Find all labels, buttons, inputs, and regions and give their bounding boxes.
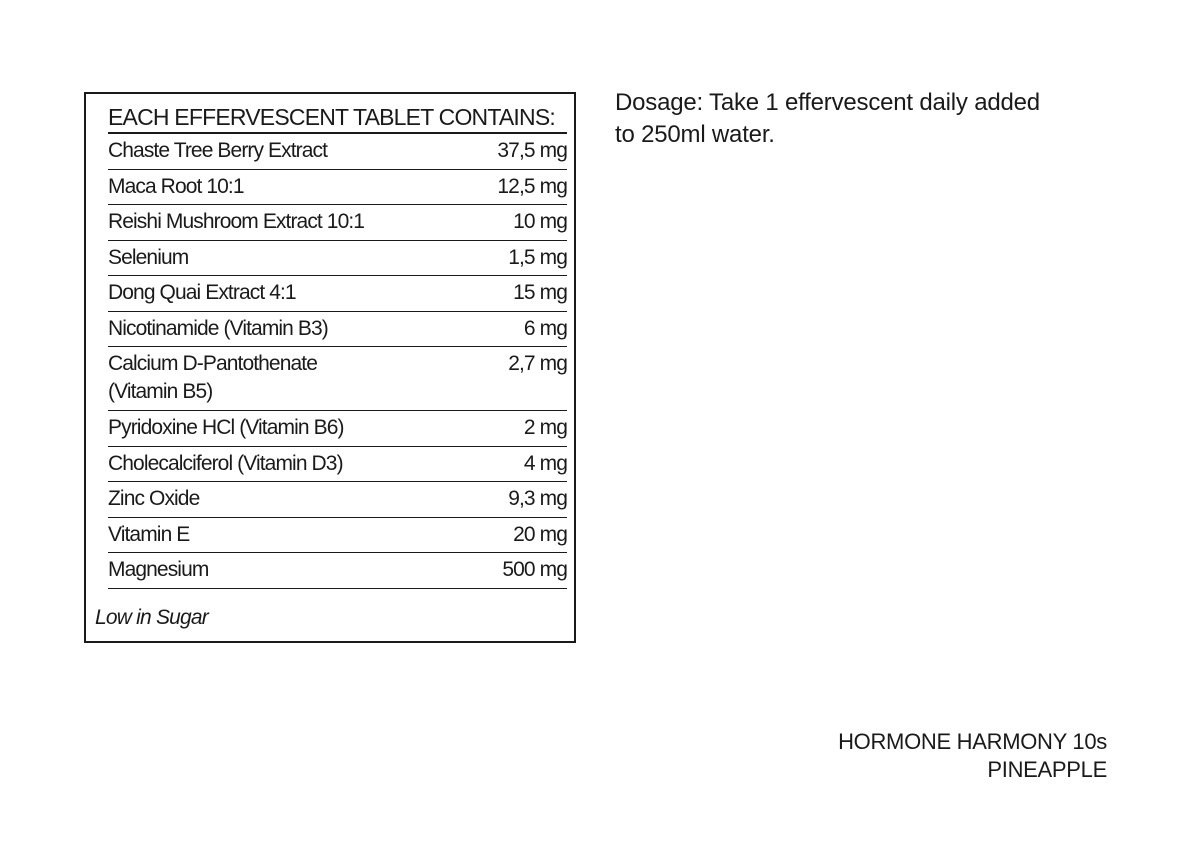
ingredient-name-line2: (Vitamin B5) [108,380,213,403]
ingredient-row [108,518,567,554]
ingredient-amount: 500 mg [502,558,567,581]
ingredient-name: Maca Root 10:1 [108,174,244,198]
dosage-line-1: Dosage: Take 1 effervescent daily added [615,89,1040,116]
ingredient-row [108,347,567,411]
ingredient-name: Nicotinamide (Vitamin B3) [108,316,328,340]
ingredient-amount: 12,5 mg [497,174,567,198]
dosage-instructions [615,87,1115,151]
ingredient-amount: 10 mg [513,210,567,233]
supplement-facts-table [84,92,576,643]
ingredient-amount: 15 mg [513,281,567,304]
ingredient-name: Magnesium [108,558,209,581]
ingredient-row [108,134,567,170]
ingredient-name: Zinc Oxide [108,487,200,510]
dosage-line-2: to 250ml water. [615,121,775,148]
footnote-low-in-sugar: Low in Sugar [95,606,208,629]
ingredient-amount: 37,5 mg [497,139,567,162]
ingredient-name: Chaste Tree Berry Extract [108,139,328,162]
ingredient-name: Selenium [108,245,189,269]
product-flavour: PINEAPPLE [987,757,1107,782]
ingredient-row [108,241,567,277]
ingredient-name: Cholecalciferol (Vitamin D3) [108,451,343,475]
ingredient-name: Reishi Mushroom Extract 10:1 [108,210,365,233]
ingredient-amount: 6 mg [523,316,567,340]
ingredient-amount: 9,3 mg [508,487,567,510]
ingredient-name: Dong Quai Extract 4:1 [108,281,296,304]
ingredient-row [108,482,567,518]
product-name: HORMONE HARMONY 10s [838,729,1107,754]
ingredient-row [108,447,567,483]
ingredient-amount: 20 mg [513,522,567,546]
ingredient-row [108,312,567,348]
ingredient-row [108,276,567,312]
ingredient-name [108,350,317,406]
ingredient-row [108,553,567,589]
ingredient-name-line1: Calcium D-Pantothenate [108,352,317,375]
ingredient-row [108,205,567,241]
ingredient-name: Vitamin E [108,522,190,546]
ingredient-amount: 1,5 mg [508,245,567,269]
ingredient-amount: 2 mg [523,416,567,439]
ingredient-row [108,170,567,206]
ingredient-amount: 2,7 mg [508,352,567,375]
ingredient-amount: 4 mg [523,451,567,475]
table-header: EACH EFFERVESCENT TABLET CONTAINS: [108,104,555,130]
product-info [838,728,1107,784]
ingredient-name: Pyridoxine HCl (Vitamin B6) [108,416,344,439]
ingredient-row [108,411,567,447]
ingredient-rows [108,134,567,589]
